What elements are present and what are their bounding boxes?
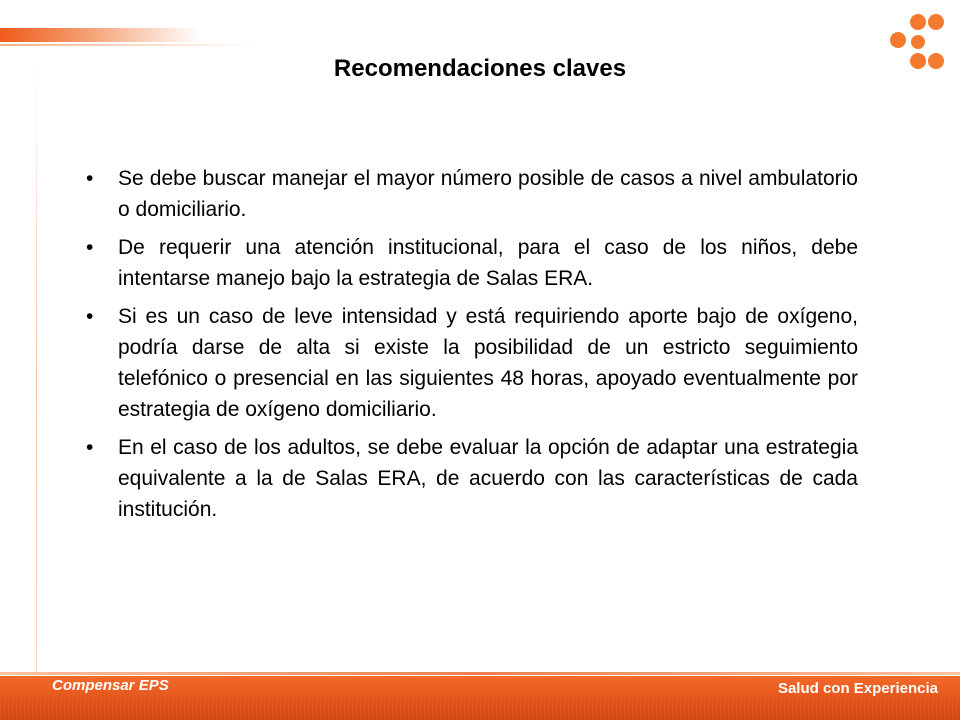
- bullet-dot: •: [86, 436, 94, 459]
- bullet-text: En el caso de los adultos, se debe evaluar la opción de adaptar una estrategia equivalente a la de Salas ERA, de acuerdo con las características de cada institución.: [118, 436, 858, 521]
- footer-slogan: Salud con Experiencia: [777, 680, 938, 697]
- bullet-dot: •: [86, 305, 94, 328]
- bullet-dot: •: [86, 236, 94, 259]
- slide-title: Recomendaciones claves: [333, 55, 627, 82]
- footer-texture: [0, 700, 960, 720]
- bullet-item: [80, 232, 858, 294]
- bullet-text: Se debe buscar manejar el mayor número posible de casos a nivel ambulatorio o domiciliario.: [118, 167, 858, 221]
- top-decorative-band: [0, 28, 200, 42]
- bullet-dot: •: [86, 167, 94, 190]
- footer-top-line: [0, 672, 960, 675]
- bullet-list: [80, 163, 858, 532]
- bullet-item: [80, 432, 858, 525]
- top-decorative-line: [0, 44, 260, 46]
- left-decorative-line: [36, 60, 37, 690]
- bullet-item: [80, 301, 858, 425]
- bullet-text: Si es un caso de leve intensidad y está requiriendo aporte bajo de oxígeno, podría darse de alta si existe la posibilidad de un estricto seguimiento telefónico o presencial en las siguientes 48 horas, apoyado eventualmente por estrategia de oxígeno domiciliario.: [118, 305, 858, 421]
- bullet-text: De requerir una atención institucional, para el caso de los niños, debe intentarse manejo bajo la estrategia de Salas ERA.: [118, 236, 858, 290]
- footer-brand: Compensar EPS: [52, 677, 169, 694]
- bullet-item: [80, 163, 858, 225]
